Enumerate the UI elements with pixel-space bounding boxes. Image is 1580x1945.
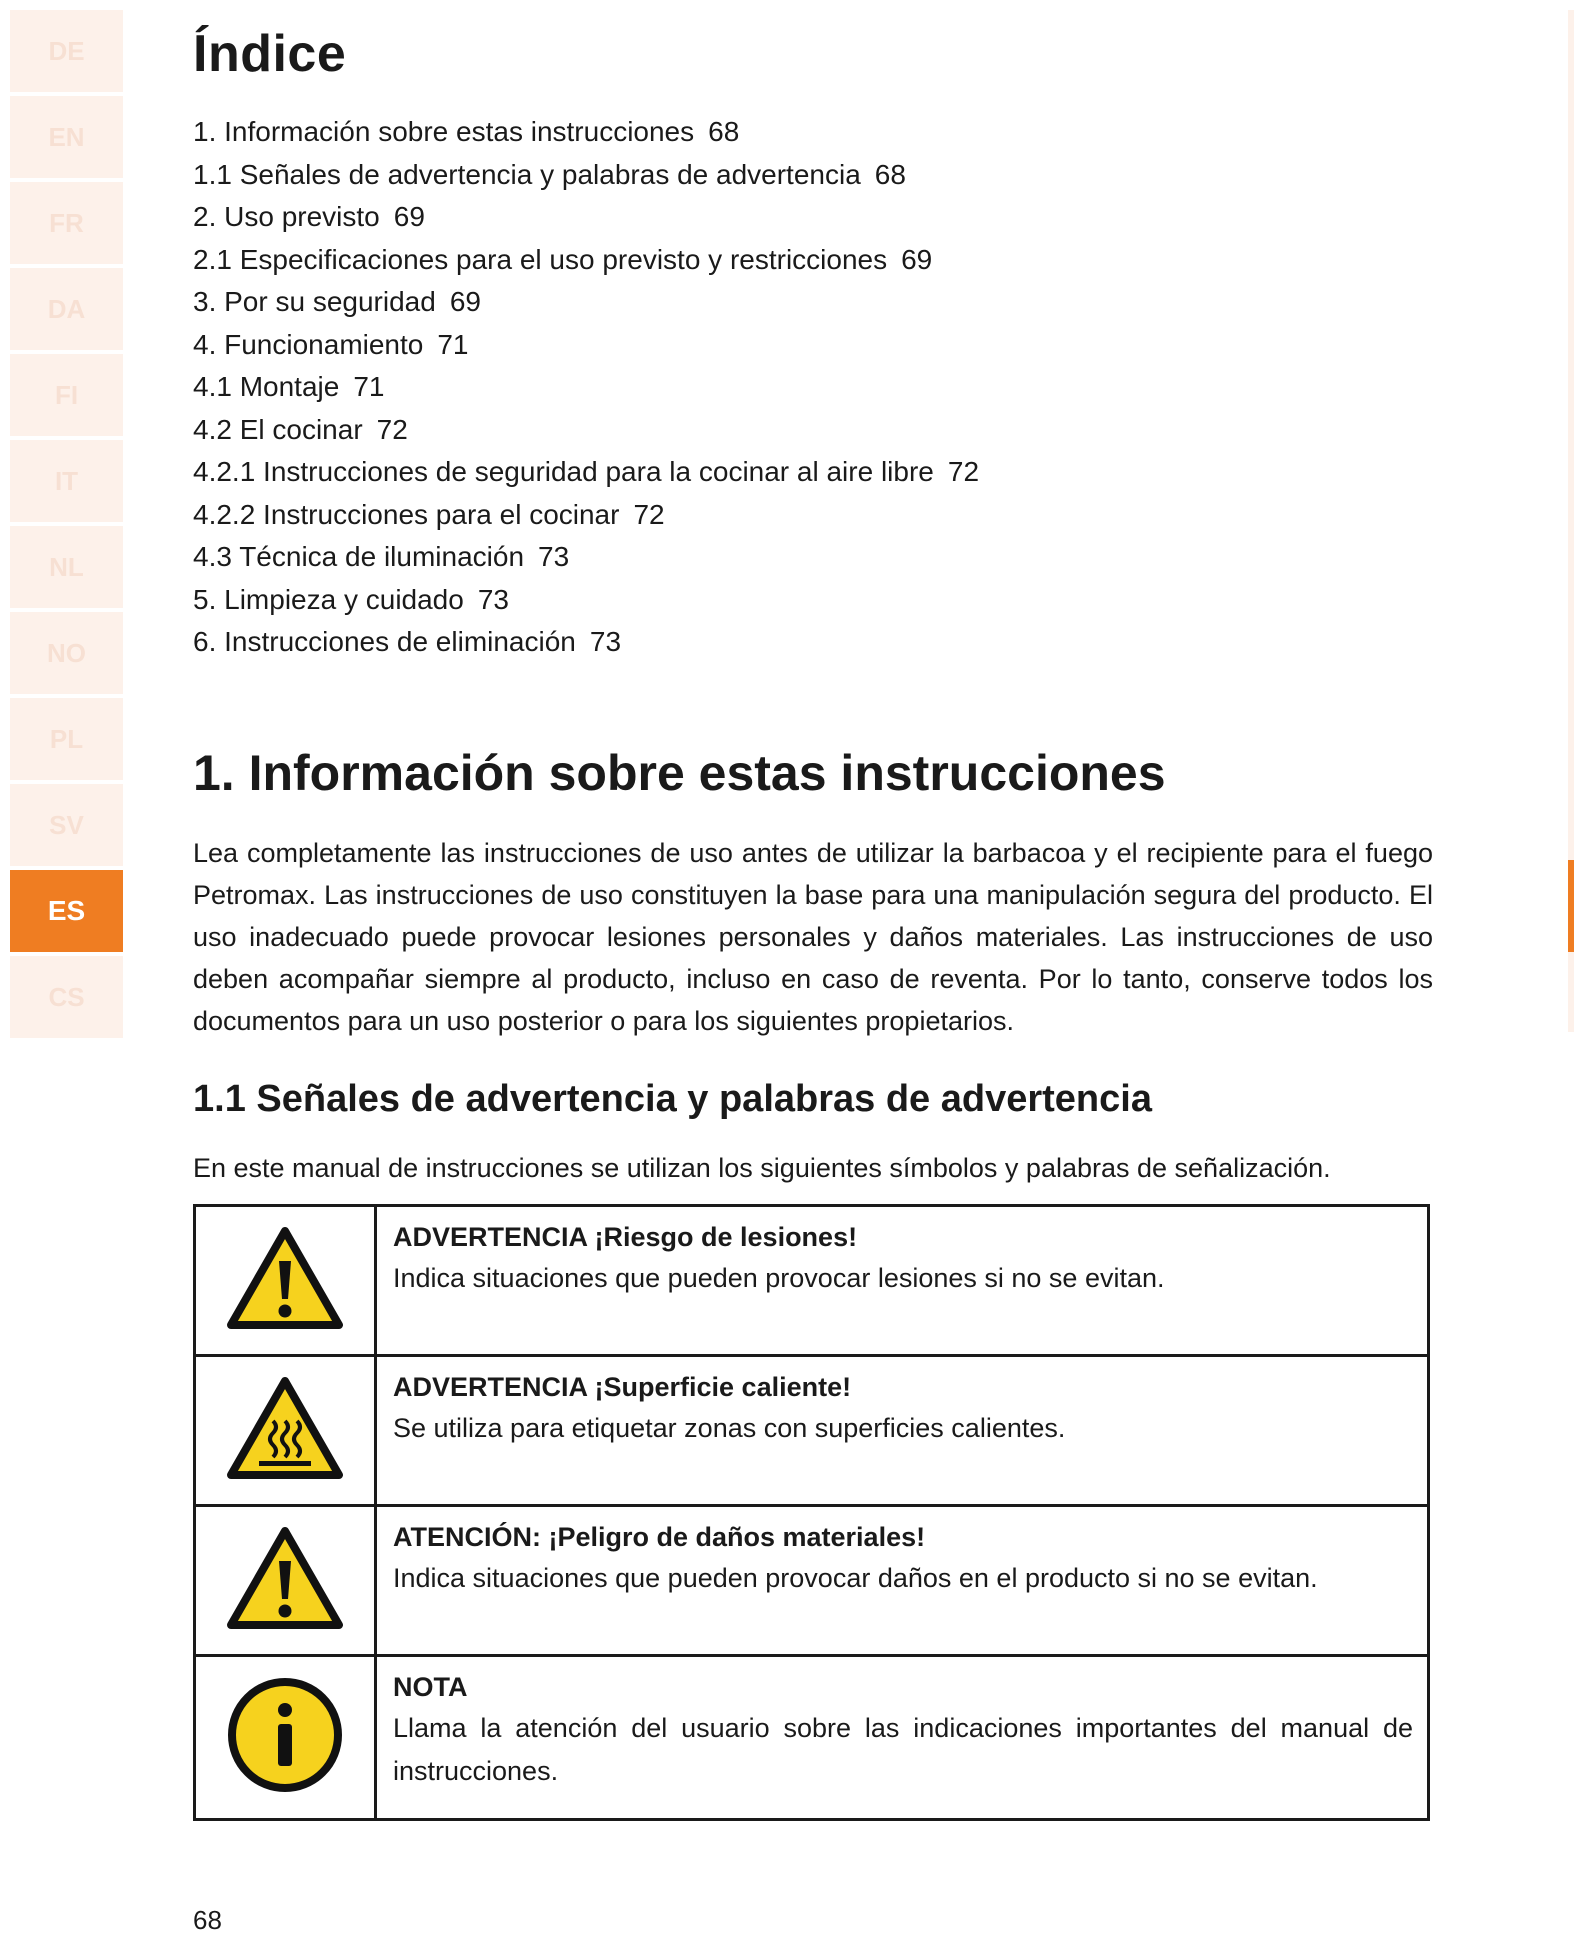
right-edge-tab (1568, 952, 1574, 1032)
toc-item-page: 73 (477, 583, 509, 615)
toc-item-page: 68 (708, 116, 740, 147)
text-cell (376, 1656, 1429, 1820)
signal-words-table (193, 1204, 1430, 1821)
lang-tab-da[interactable]: DA (10, 268, 123, 350)
toc-list (193, 111, 979, 664)
icon-cell (195, 1356, 376, 1506)
toc-item[interactable] (193, 324, 979, 367)
signal-title: ADVERTENCIA ¡Superficie caliente! (393, 1372, 852, 1402)
toc-item[interactable] (193, 409, 979, 452)
toc-item[interactable] (193, 579, 979, 622)
toc-item-page: 72 (376, 413, 408, 445)
text-cell (376, 1506, 1429, 1656)
toc-item-page: 69 (449, 286, 481, 317)
subsection-intro: En este manual de instrucciones se utilizan los siguientes símbolos y palabras de señalización. (193, 1153, 1331, 1183)
toc-item-text: 4.1 Montaje (193, 371, 340, 402)
toc-item-text: 1. Información sobre estas instrucciones (193, 116, 695, 147)
toc-item-text: 1.1 Señales de advertencia y palabras de advertencia (193, 158, 861, 190)
signal-title: ADVERTENCIA ¡Riesgo de lesiones! (393, 1222, 858, 1252)
lang-tab-it[interactable]: IT (10, 440, 123, 522)
text-cell (376, 1356, 1429, 1506)
toc-item-page: 69 (393, 201, 425, 232)
toc-item-page: 71 (353, 371, 385, 402)
lang-tab-fr[interactable]: FR (10, 182, 123, 264)
toc-item-page: 73 (589, 626, 622, 657)
toc-item-text: 4. Funcionamiento (193, 328, 424, 360)
signal-title: ATENCIÓN: ¡Peligro de daños materiales! (393, 1522, 926, 1552)
toc-item-text: 2. Uso previsto (193, 201, 380, 232)
toc-item-page: 68 (874, 158, 906, 190)
lang-tab-sv[interactable]: SV (10, 784, 123, 866)
lang-tab-en[interactable]: EN (10, 96, 123, 178)
lang-tab-es[interactable]: ES (10, 870, 123, 952)
lang-tab-nl[interactable]: NL (10, 526, 123, 608)
toc-item-text: 6. Instrucciones de eliminación (193, 626, 576, 657)
right-edge-tab-active (1568, 860, 1574, 952)
hot-surface-icon (225, 1375, 345, 1481)
signal-row (195, 1506, 1429, 1656)
lang-tab-cs[interactable]: CS (10, 956, 123, 1038)
toc-item-page: 69 (901, 243, 933, 275)
signal-row (195, 1356, 1429, 1506)
toc-item[interactable] (193, 239, 979, 282)
toc-item-text: 4.3 Técnica de iluminación (193, 541, 525, 572)
section-heading: 1. Información sobre estas instrucciones (193, 745, 1166, 801)
toc-item[interactable] (193, 366, 979, 409)
toc-item-page: 73 (538, 541, 570, 572)
icon-cell (195, 1506, 376, 1656)
toc-item[interactable] (193, 621, 979, 664)
toc-item[interactable] (193, 451, 979, 494)
toc-item-text: 3. Por su seguridad (193, 286, 436, 317)
icon-cell (195, 1206, 376, 1356)
toc-item[interactable] (193, 494, 979, 537)
lang-tab-no[interactable]: NO (10, 612, 123, 694)
signal-row (195, 1656, 1429, 1820)
section-paragraph: Lea completamente las instrucciones de uso antes de utilizar la barbacoa y el recipiente para el fuego Petromax. Las instrucciones de uso constituyen la base para una manipulación segura del producto. El uso inadecuado puede provocar lesiones personales y daños materiales. Las instrucciones de uso deben acompañar siempre al producto, incluso en caso de reventa. Por lo tanto, conserve todos los documentos para un uso posterior o para los siguientes propietarios. (193, 838, 1433, 1036)
toc-title: Índice (193, 25, 347, 83)
text-cell (376, 1206, 1429, 1356)
warning-triangle-icon (225, 1525, 345, 1631)
toc-item[interactable] (193, 111, 979, 154)
toc-item[interactable] (193, 154, 979, 197)
toc-item-page: 71 (437, 328, 469, 360)
signal-description: Se utiliza para etiquetar zonas con superficies calientes. (393, 1413, 1066, 1443)
subsection-heading: 1.1 Señales de advertencia y palabras de advertencia (193, 1078, 1152, 1120)
toc-item-text: 4.2.1 Instrucciones de seguridad para la cocinar al aire libre (193, 456, 934, 487)
lang-tab-de[interactable]: DE (10, 10, 123, 92)
icon-cell (195, 1656, 376, 1820)
toc-item-text: 2.1 Especificaciones para el uso previsto y restricciones (193, 243, 888, 275)
signal-row (195, 1206, 1429, 1356)
toc-item-text: 4.2 El cocinar (193, 413, 363, 445)
toc-item-text: 5. Limpieza y cuidado (193, 583, 464, 615)
signal-description: Indica situaciones que pueden provocar lesiones si no se evitan. (393, 1263, 1165, 1293)
toc-item-text: 4.2.2 Instrucciones para el cocinar (193, 498, 620, 530)
info-circle-icon (225, 1675, 345, 1795)
toc-item[interactable] (193, 281, 979, 324)
signal-description: Indica situaciones que pueden provocar daños en el producto si no se evitan. (393, 1563, 1318, 1593)
toc-item[interactable] (193, 196, 979, 239)
toc-item[interactable] (193, 536, 979, 579)
toc-item-page: 72 (633, 498, 665, 530)
right-edge-tab (1568, 10, 1574, 860)
signal-description: Llama la atención del usuario sobre las indicaciones importantes del manual de instrucciones. (393, 1713, 1413, 1786)
lang-tab-fi[interactable]: FI (10, 354, 123, 436)
warning-triangle-icon (225, 1225, 345, 1331)
signal-title: NOTA (393, 1672, 468, 1702)
page-number: 68 (193, 1905, 222, 1935)
lang-tab-pl[interactable]: PL (10, 698, 123, 780)
language-tabs (10, 10, 123, 1042)
toc-item-page: 72 (947, 456, 980, 487)
